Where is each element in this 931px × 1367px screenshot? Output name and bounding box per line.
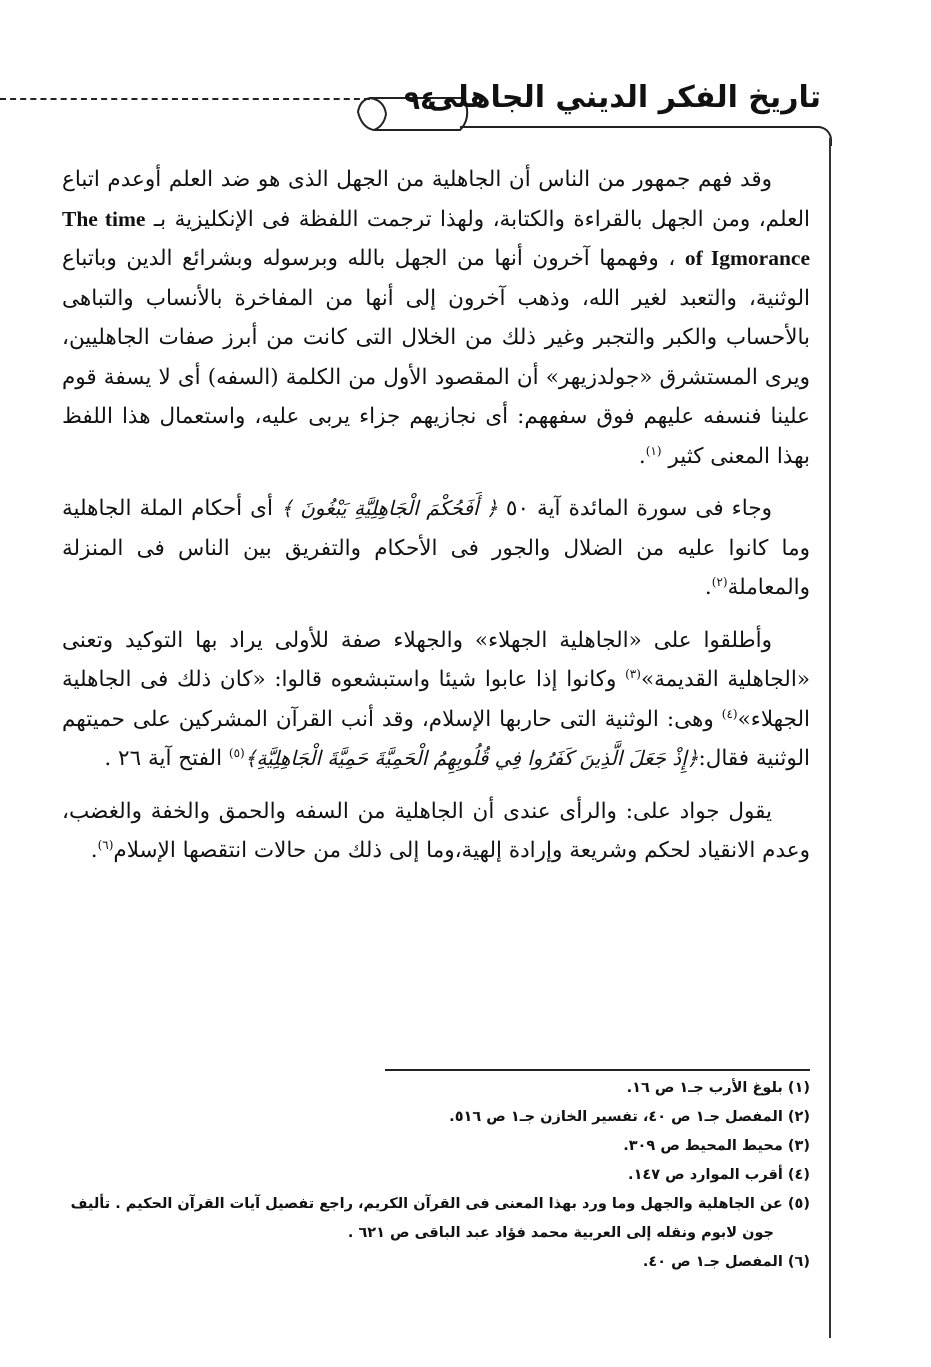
paragraph-2-text-b: أى أحكام الملة الجاهلية وما كانوا عليه من الضلال والجور فى الأحكام والتفريق بين الناس فى المنزلة والمعاملة xyxy=(62,496,810,600)
english-term: The time of Igmorance xyxy=(62,206,810,270)
paragraph-2 xyxy=(62,489,810,608)
paragraph-4-text-a: يقول جواد على: والرأى عندى أن الجاهلية من السفه والحمق والخفة والغضب، وعدم الانقياد لحكم وشريعة وإرادة إلهية،وما إلى ذلك من حالات انتقصها الإسلام xyxy=(62,798,810,863)
paragraph-3-text-a: وأطلقوا على «الجاهلية الجهلاء» والجهلاء صفة للأولى يراد بها التوكيد وتعنى «الجاهلية القديمة» xyxy=(62,627,810,692)
footnote-4: (٤) أقرب الموارد ص ١٤٧. xyxy=(628,1167,810,1183)
frame-top-rule xyxy=(460,126,820,128)
footnote-ref-1: (١) xyxy=(645,443,662,458)
footnote-3: (٣) محيط المحيط ص ٣٠٩. xyxy=(623,1138,810,1154)
paragraph-1-end: . xyxy=(638,443,646,469)
footnote-5-continued: جون لابوم ونقله إلى العربية محمد فؤاد عبد الباقى ص ٦٢١ . xyxy=(347,1225,774,1241)
footnote-separator xyxy=(385,1069,810,1071)
paragraph-1-text-b: ، وفهمها آخرون أنها من الجهل بالله وبرسوله وبشرائع الدين وباتباع الوثنية، والتعبد لغير الله، وذهب آخرون إلى أنها من المفاخرة بالأنساب والتباهى بالأحساب والكبر والتجبر وغير ذلك من الخلال التى كانت من أبرز صفات الجاهليين، ويرى المستشرق «جولدزيهر» أن المقصود الأول من الكلمة (السفه) أى لا يسفة قوم علينا فنسفه عليهم فوق سفههم: أى نجازيهم جزاء يربى عليه، واستعمال هذا اللفظ بهذا المعنى كثير xyxy=(62,246,810,469)
footnote-ref-2: (٢) xyxy=(711,574,728,589)
footnote-2: (٢) المفصل جـ١ ص ٤٠، تفسير الخازن جـ١ ص ٥١٦. xyxy=(449,1109,810,1125)
paragraph-4-end: . xyxy=(90,838,98,863)
quran-verse-1: ﴿ أَفَحُكْمَ الْجَاهِلِيَّةِ يَبْغُونَ ﴾ xyxy=(280,496,498,520)
paragraph-2-text-a: وجاء فى سورة المائدة آية ٥٠ xyxy=(505,496,772,521)
paragraph-3-text-d: الفتح آية ٢٦ . xyxy=(104,746,223,771)
footnote-ref-3: (٣) xyxy=(625,666,641,681)
paragraph-3-text-b: وكانوا إذا عابوا شيئا واستبشعوه قالوا: «كان ذلك فى الجاهلية الجهلاء» xyxy=(62,667,810,732)
paragraph-4 xyxy=(62,792,810,871)
paragraph-2-end: . xyxy=(704,575,712,600)
footnotes xyxy=(45,1074,810,1277)
main-text xyxy=(62,160,810,884)
header-rule xyxy=(0,98,370,100)
paragraph-1-text-a: وقد فهم جمهور من الناس أن الجاهلية من الجهل الذى هو ضد العلم أوعدم اتباع العلم، ومن الجهل بالقراءة والكتابة، ولهذا ترجمت اللفظة فى الإنكليزية بـ xyxy=(62,167,810,232)
footnote-6: (٦) المفصل جـ١ ص ٤٠. xyxy=(642,1254,810,1270)
frame-right-rule xyxy=(829,138,831,1338)
quran-verse-2: ﴿إِذْ جَعَلَ الَّذِينَ كَفَرُوا فِي قُلُوبِهِمُ الْحَمِيَّةَ حَمِيَّةَ الْجَاهِلِيَّةِ﴾ xyxy=(244,746,699,770)
paragraph-1 xyxy=(62,160,810,476)
paragraph-3 xyxy=(62,621,810,779)
paragraph-3-text-c: وهى: الوثنية التى حاربها الإسلام، وقد أنب القرآن المشركين على حميتهم الوثنية فقال: xyxy=(62,706,810,771)
footnote-ref-4: (٤) xyxy=(721,706,738,721)
footnote-5: (٥) عن الجاهلية والجهل وما ورد بهذا المعنى فى القرآن الكريم، راجع تفصيل آيات القرآن الحكيم . تأليف xyxy=(70,1196,810,1212)
footnote-ref-5: (٥) xyxy=(228,745,245,760)
footnote-1: (١) بلوغ الأرب جـ١ ص ١٦. xyxy=(626,1080,810,1096)
page-number: ٩٤ xyxy=(404,86,436,116)
running-title: تاريخ الفكر الديني الجاهلى xyxy=(427,80,821,115)
footnote-ref-6: (٦) xyxy=(97,837,114,852)
